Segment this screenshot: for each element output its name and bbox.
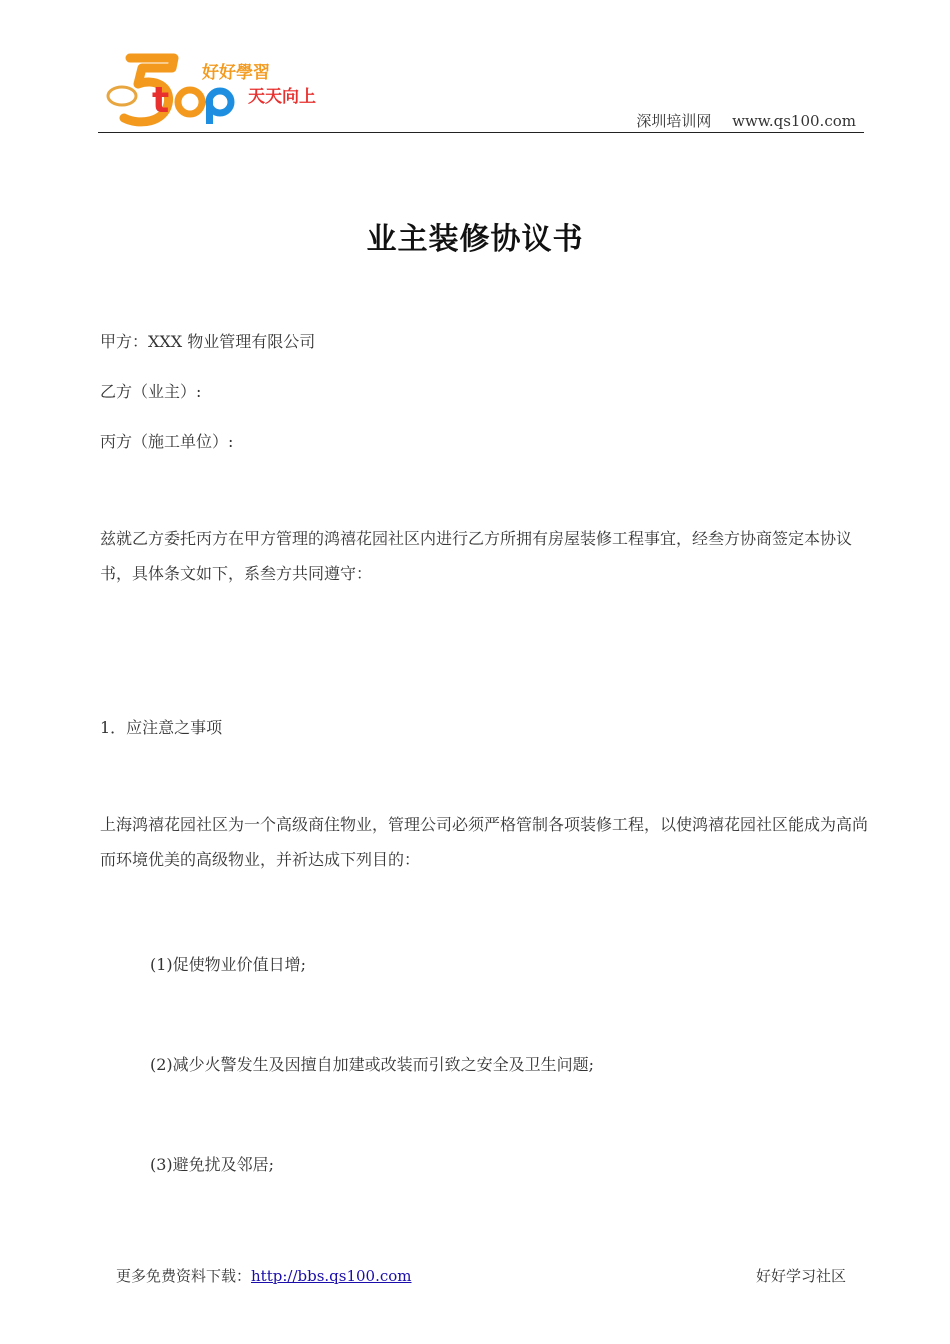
site-url: www.qs100.com — [732, 112, 856, 130]
party-b: 乙方（业主）: — [100, 382, 202, 401]
footer-community: 好好学习社区 — [755, 1267, 846, 1285]
site-name: 深圳培训网 — [636, 112, 712, 130]
svg-text:t: t — [152, 80, 170, 121]
section-body: 上海鸿禧花园社区为一个高级商住物业，管理公司必须严格管制各项装修工程，以使鸿禧花园社区能成为高尚而环境优美的高级物业，并祈达成下列目的： — [100, 815, 869, 869]
logo-slogan-bottom: 天天向上 — [248, 87, 316, 107]
document-title: 业主装修协议书 — [366, 222, 584, 257]
site-logo — [102, 50, 342, 130]
footer-download — [116, 1265, 412, 1286]
footer-download-link[interactable]: http://bbs.qs100.com — [251, 1267, 412, 1285]
list-item: (3)避免扰及邻居; — [150, 1155, 275, 1174]
header-site-info — [636, 110, 856, 131]
intro-paragraph: 兹就乙方委托丙方在甲方管理的鸿禧花园社区内进行乙方所拥有房屋装修工程事宜，经叁方协商签定本协议书，具体条文如下，系叁方共同遵守： — [100, 529, 853, 583]
party-c: 丙方（施工单位）: — [100, 432, 234, 451]
list-item: (2)减少火警发生及因擅自加建或改装而引致之安全及卫生问题; — [150, 1055, 595, 1074]
list-item: (1)促使物业价值日增; — [150, 955, 307, 974]
party-a: 甲方：XXX 物业管理有限公司 — [100, 332, 316, 351]
logo-slogan-top: 好好學習 — [202, 63, 270, 83]
header-divider — [98, 132, 864, 133]
section-heading: 1．应注意之事项 — [100, 718, 223, 737]
footer-download-label: 更多免费资料下载： — [116, 1267, 252, 1285]
